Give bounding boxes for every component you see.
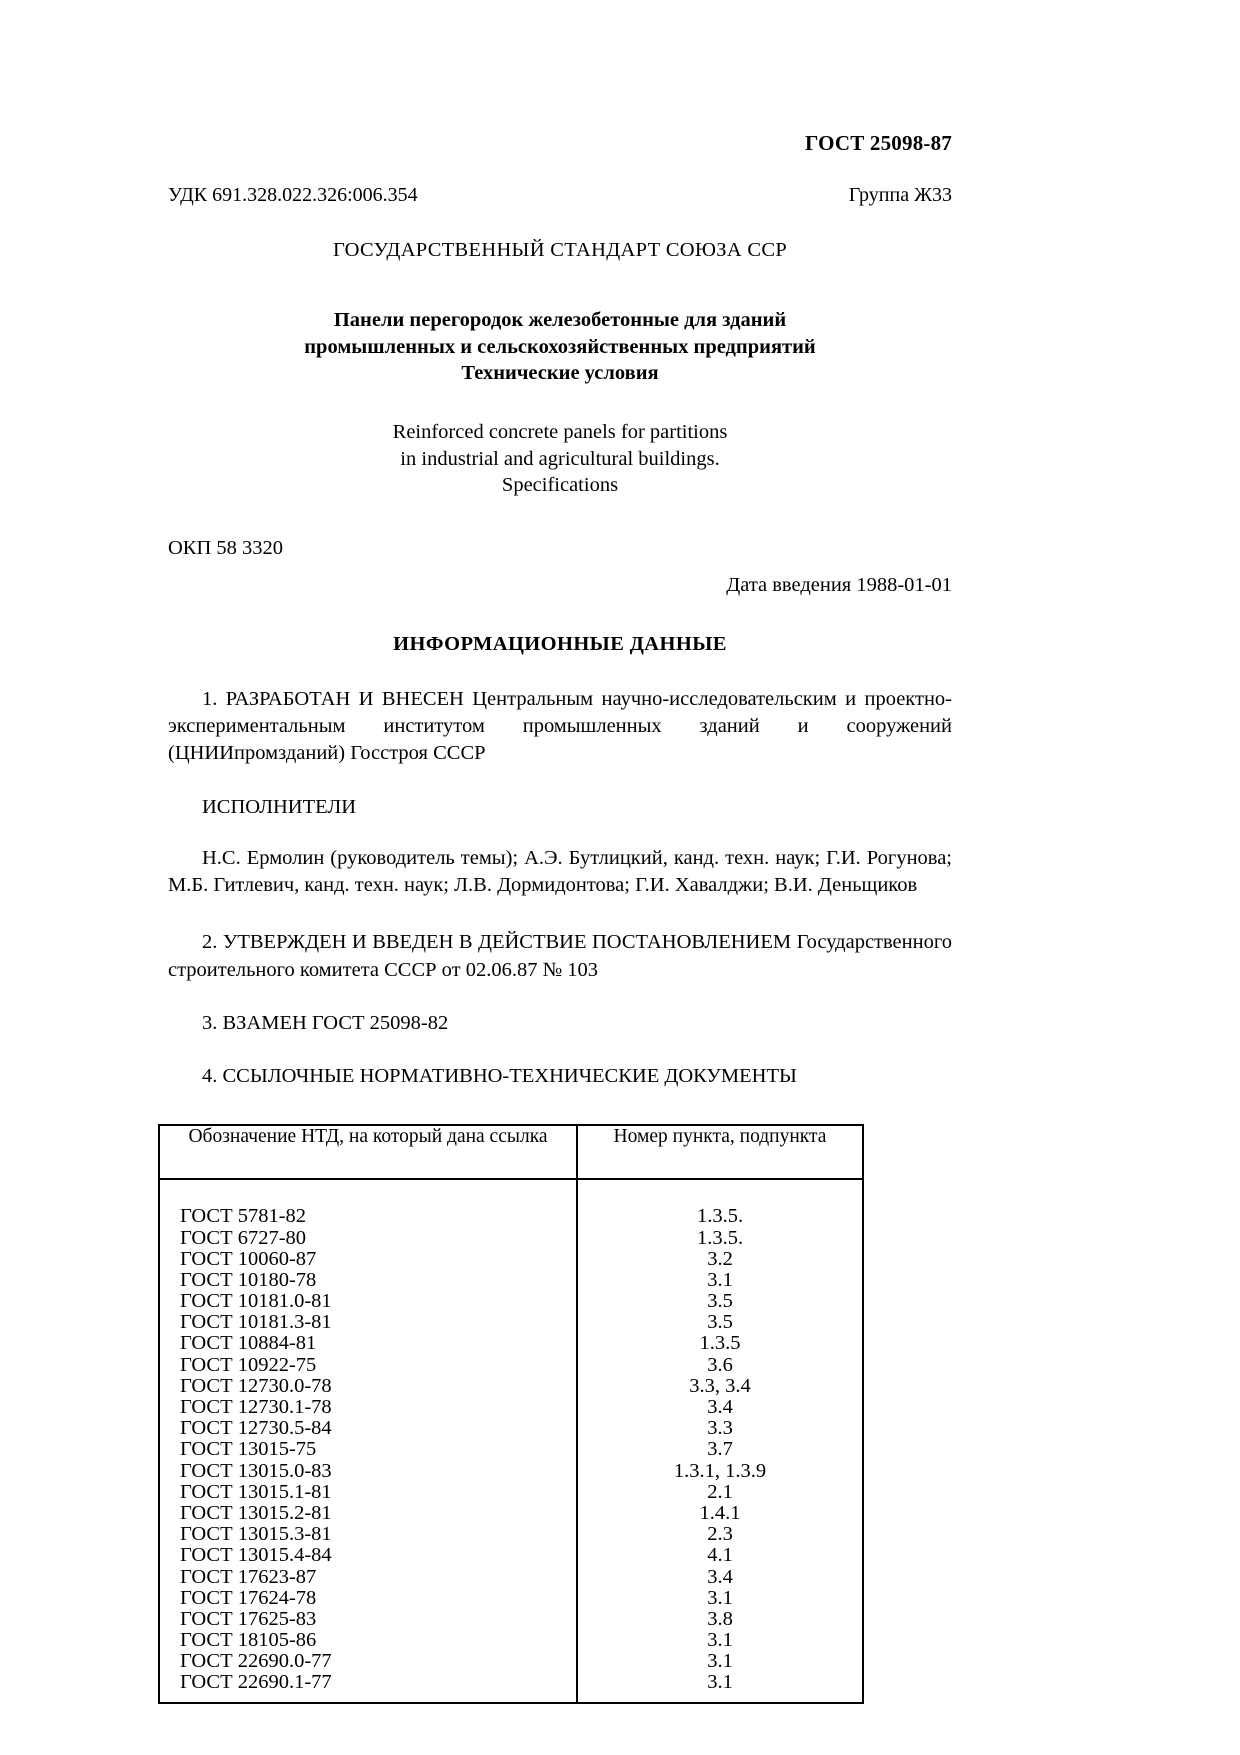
table-row-document: ГОСТ 6727-80 — [180, 1226, 307, 1249]
table-row-item-number: 3.1 — [707, 1268, 733, 1291]
table-row-item-number: 3.1 — [707, 1629, 733, 1652]
table-body-row — [159, 1179, 863, 1702]
info-item-1: 1. РАЗРАБОТАН И ВНЕСЕН Центральным научно-исследовательским и проектно-экспериментальным институтом промышленных зданий и сооружений (ЦНИИпромзданий) Госстроя СССР — [168, 687, 952, 765]
state-standard-line: ГОСУДАРСТВЕННЫЙ СТАНДАРТ СОЮЗА ССР — [332, 239, 788, 261]
table-row-item-number: 4.1 — [707, 1544, 733, 1567]
title-en-line-3: Specifications — [501, 474, 619, 497]
table-row-item-number: 1.4.1 — [699, 1501, 741, 1524]
performers-list: Н.С. Ермолин (руководитель темы); А.Э. Бутлицкий, канд. техн. наук; Г.И. Рогунова; М.Б. Гитлевич, канд. техн. наук; Л.В. Дормидонтова; Г.И. Хавалджи; В.И. Деньщиков — [168, 846, 952, 897]
table-row-item-number: 3.7 — [707, 1438, 733, 1461]
table-row-document: ГОСТ 12730.1-78 — [180, 1396, 332, 1419]
table-row-document: ГОСТ 5781-82 — [180, 1205, 307, 1228]
title-russian — [168, 307, 952, 387]
table-row-item-number: 3.3, 3.4 — [689, 1374, 751, 1397]
title-ru-line-3: Технические условия — [461, 362, 659, 385]
udk-number: УДК 691.328.022.326:006.354 — [168, 184, 418, 206]
table-row-item-number: 3.5 — [707, 1290, 733, 1313]
title-english — [168, 419, 952, 499]
table-body — [159, 1179, 863, 1702]
table-row-document: ГОСТ 13015.1-81 — [180, 1480, 332, 1503]
info-data-heading: ИНФОРМАЦИОННЫЕ ДАННЫЕ — [393, 632, 727, 655]
table-cell-item-numbers — [577, 1179, 863, 1702]
title-ru-line-2: промышленных и сельскохозяйственных предприятий — [304, 335, 816, 358]
table-row-document: ГОСТ 13015.4-84 — [180, 1544, 332, 1567]
introduction-date: Дата введения 1988-01-01 — [726, 573, 952, 596]
table-row-document: ГОСТ 10181.0-81 — [180, 1290, 332, 1313]
performers-label: ИСПОЛНИТЕЛИ — [202, 795, 357, 818]
table-row-document: ГОСТ 17624-78 — [180, 1586, 317, 1609]
group-code: Группа Ж33 — [848, 184, 952, 206]
table-row-document: ГОСТ 10922-75 — [180, 1353, 317, 1376]
table-row-document: ГОСТ 17625-83 — [180, 1607, 317, 1630]
table-row-item-number: 2.3 — [707, 1523, 733, 1546]
table-row-item-number: 1.3.5 — [699, 1332, 741, 1355]
table-row-item-number: 1.3.5. — [696, 1205, 744, 1228]
info-item-4: 4. ССЫЛОЧНЫЕ НОРМАТИВНО-ТЕХНИЧЕСКИЕ ДОКУМЕНТЫ — [202, 1065, 797, 1088]
table-row-document: ГОСТ 10180-78 — [180, 1268, 317, 1291]
reference-documents-table-wrapper — [158, 1124, 862, 1703]
udk-group-row — [168, 184, 952, 207]
table-row-item-number: 3.4 — [707, 1565, 733, 1588]
table-row-document: ГОСТ 22690.0-77 — [180, 1650, 332, 1673]
title-ru-line-1: Панели перегородок железобетонные для зданий — [333, 309, 787, 331]
table-row-item-number: 1.3.1, 1.3.9 — [673, 1459, 767, 1482]
title-en-line-1: Reinforced concrete panels for partitions — [392, 420, 728, 443]
table-row-document: ГОСТ 22690.1-77 — [180, 1671, 332, 1694]
table-row-document: ГОСТ 17623-87 — [180, 1565, 317, 1588]
column-header-item-number: Номер пункта, подпункта — [577, 1125, 863, 1179]
table-header — [159, 1125, 863, 1179]
table-row-document: ГОСТ 18105-86 — [180, 1629, 317, 1652]
table-row-item-number: 3.1 — [707, 1586, 733, 1609]
table-row-document: ГОСТ 12730.5-84 — [180, 1417, 332, 1440]
table-row-document: ГОСТ 12730.0-78 — [180, 1374, 332, 1397]
info-item-3: 3. ВЗАМЕН ГОСТ 25098-82 — [202, 1011, 449, 1034]
table-row-item-number: 3.5 — [707, 1311, 733, 1334]
okp-code: ОКП 58 3320 — [168, 536, 284, 559]
table-row-item-number: 3.4 — [707, 1396, 733, 1419]
table-row-item-number: 3.1 — [707, 1650, 733, 1673]
table-row-document: ГОСТ 10181.3-81 — [180, 1311, 332, 1334]
table-row-document: ГОСТ 13015.2-81 — [180, 1501, 332, 1524]
table-cell-documents — [159, 1179, 577, 1702]
table-header-row — [159, 1125, 863, 1179]
item-number-list — [578, 1206, 862, 1693]
table-row-item-number: 1.3.5. — [696, 1226, 744, 1249]
gost-code: ГОСТ 25098-87 — [805, 131, 952, 155]
table-row-document: ГОСТ 13015.0-83 — [180, 1459, 332, 1482]
table-row-item-number: 3.8 — [707, 1607, 733, 1630]
document-list — [160, 1206, 576, 1693]
table-row-item-number: 3.2 — [707, 1247, 733, 1270]
table-row-document: ГОСТ 10884-81 — [180, 1332, 317, 1355]
table-row-document: ГОСТ 13015-75 — [180, 1438, 317, 1461]
title-en-line-2: in industrial and agricultural buildings. — [400, 447, 720, 470]
table-row-document: ГОСТ 13015.3-81 — [180, 1523, 332, 1546]
table-row-item-number: 2.1 — [707, 1480, 733, 1503]
table-row-item-number: 3.6 — [707, 1353, 733, 1376]
table-row-item-number: 3.1 — [707, 1671, 733, 1694]
column-header-document: Обозначение НТД, на который дана ссылка — [159, 1125, 577, 1179]
table-row-item-number: 3.3 — [707, 1417, 733, 1440]
reference-documents-table — [158, 1124, 864, 1703]
page-content — [168, 0, 952, 1704]
info-item-2: 2. УТВЕРЖДЕН И ВВЕДЕН В ДЕЙСТВИЕ ПОСТАНОВЛЕНИЕМ Государственного строительного комитета СССР от 02.06.87 № 103 — [168, 931, 952, 981]
table-row-document: ГОСТ 10060-87 — [180, 1247, 317, 1270]
